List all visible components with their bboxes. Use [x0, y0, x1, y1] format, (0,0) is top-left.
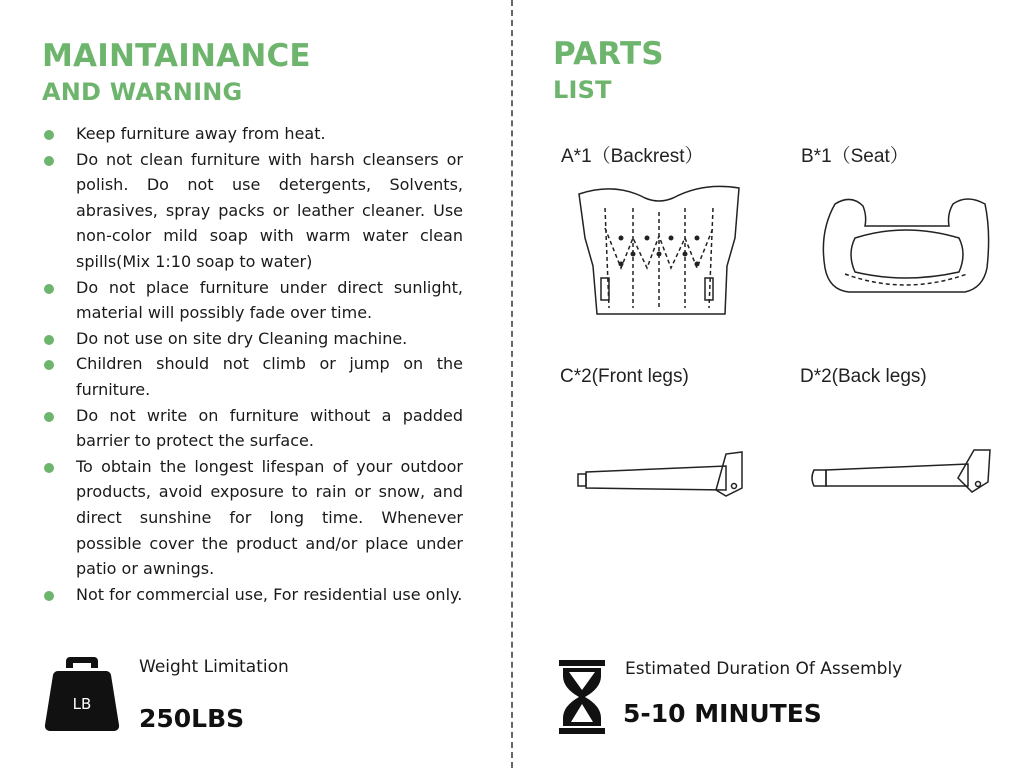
bullet-icon: [44, 284, 54, 294]
weight-value: 250LBS: [139, 704, 245, 733]
duration-value: 5-10 MINUTES: [623, 699, 822, 728]
maintenance-title: MAINTAINANCE: [42, 38, 311, 74]
front-leg-drawing: [576, 448, 748, 498]
weight-icon: [44, 655, 120, 731]
maintenance-subtitle: AND WARNING: [42, 78, 243, 106]
bullet-icon: [44, 335, 54, 345]
list-item: To obtain the longest lifespan of your outdoor products, avoid exposure to rain or snow, and direct sunshine for long time. Whenever possible cover the product and/or place under patio or awnings.: [42, 454, 463, 582]
warning-list: [42, 121, 463, 607]
parts-subtitle: LIST: [553, 76, 612, 104]
bullet-icon: [44, 591, 54, 601]
part-b-label: B*1（Seat）: [801, 146, 909, 167]
center-divider: [511, 0, 513, 768]
bullet-icon: [44, 412, 54, 422]
list-item: Do not place furniture under direct sunlight, material will possibly fade over time.: [42, 275, 463, 326]
weight-icon-text: LB: [72, 695, 92, 713]
weight-label: Weight Limitation: [139, 657, 289, 677]
list-item: Do not clean furniture with harsh cleansers or polish. Do not use detergents, Solvents, abrasives, spray packs or leather cleaner. Use non-color mild soap with warm water clean spills(Mix 1:10 soap to water): [42, 147, 463, 275]
part-c-label: C*2(Front legs): [560, 366, 689, 387]
list-item: Keep furniture away from heat.: [42, 121, 463, 147]
list-item: Not for commercial use, For residential use only.: [42, 582, 463, 608]
back-leg-drawing: [808, 448, 992, 498]
backrest-drawing: [575, 178, 743, 318]
part-a-label: A*1（Backrest）: [561, 146, 704, 167]
bullet-icon: [44, 360, 54, 370]
list-item: Do not write on furniture without a padded barrier to protect the surface.: [42, 403, 463, 454]
part-d-label: D*2(Back legs): [800, 366, 927, 387]
list-item: Children should not climb or jump on the furniture.: [42, 351, 463, 402]
bullet-icon: [44, 156, 54, 166]
duration-label: Estimated Duration Of Assembly: [625, 659, 903, 679]
list-item: Do not use on site dry Cleaning machine.: [42, 326, 463, 352]
seat-drawing: [815, 192, 995, 298]
parts-title: PARTS: [553, 36, 664, 72]
hourglass-icon: [559, 660, 605, 734]
bullet-icon: [44, 463, 54, 473]
bullet-icon: [44, 130, 54, 140]
